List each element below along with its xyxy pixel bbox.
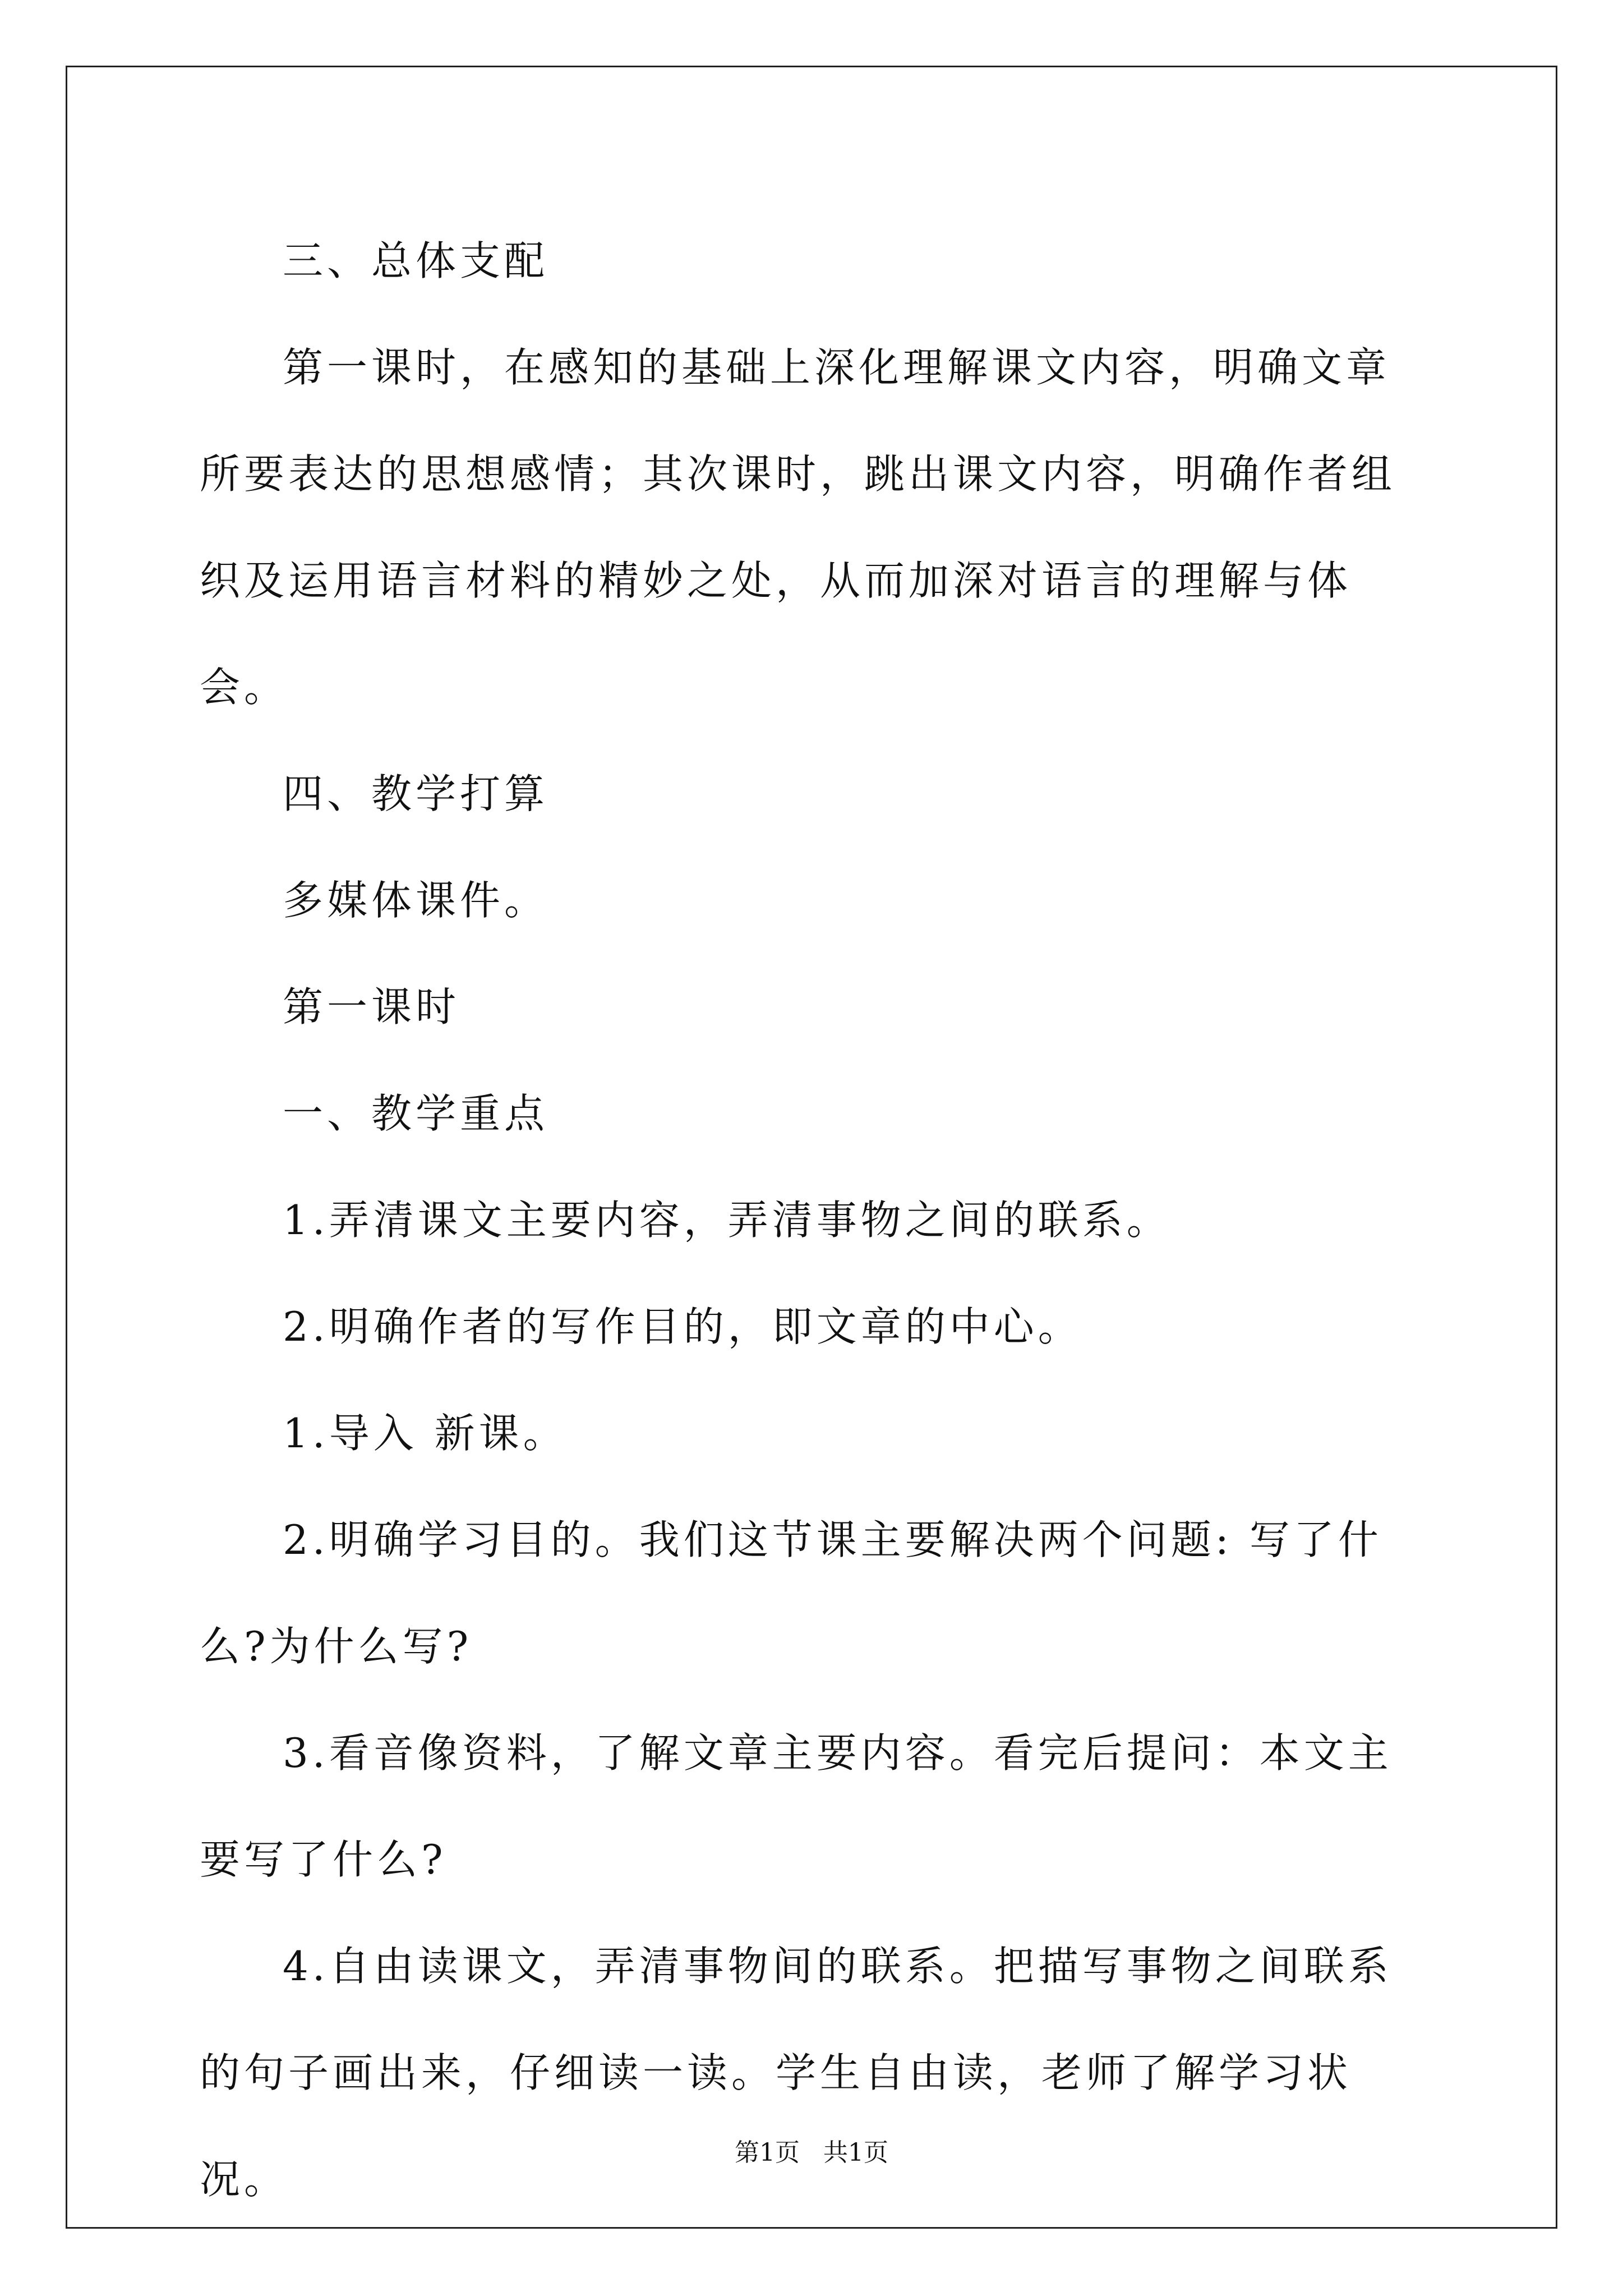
list-item: 4.自由读课文，弄清事物间的联系。把描写事物之间联系的句子画出来，仔细读一读。学生自由读，老师了解学习状况。 [200, 1943, 1393, 2203]
list-item: 1.导入 新课。 [283, 1410, 568, 1457]
list-item: 2.明确作者的写作目的，即文章的中心。 [283, 1303, 1082, 1350]
document-body [200, 208, 1428, 2233]
list-item: 2.明确学习目的。我们这节课主要解决两个问题: 写了什么?为什么写? [200, 1516, 1382, 1670]
section-heading: 一、教学重点 [283, 1090, 549, 1137]
list-item: 3.看音像资料，了解文章主要内容。看完后提问：本文主要写了什么? [200, 1729, 1393, 1883]
body-paragraph: 多媒体课件。 [283, 877, 549, 924]
page-total: 共1页 [823, 2138, 888, 2167]
section-heading: 四、教学打算 [283, 770, 549, 817]
body-paragraph: 第一课时，在感知的基础上深化理解课文内容，明确文章所要表达的思想感情；其次课时，跳出课文内容，明确作者组织及运用语言材料的精妙之处，从而加深对语言的理解与体会。 [200, 344, 1396, 711]
page-number: 第1页 [735, 2138, 800, 2167]
page-footer [0, 2136, 1623, 2170]
list-item: 1.弄清课文主要内容，弄清事物之间的联系。 [283, 1197, 1171, 1244]
section-heading: 三、总体支配 [283, 237, 549, 284]
lesson-heading: 第一课时 [283, 983, 460, 1030]
